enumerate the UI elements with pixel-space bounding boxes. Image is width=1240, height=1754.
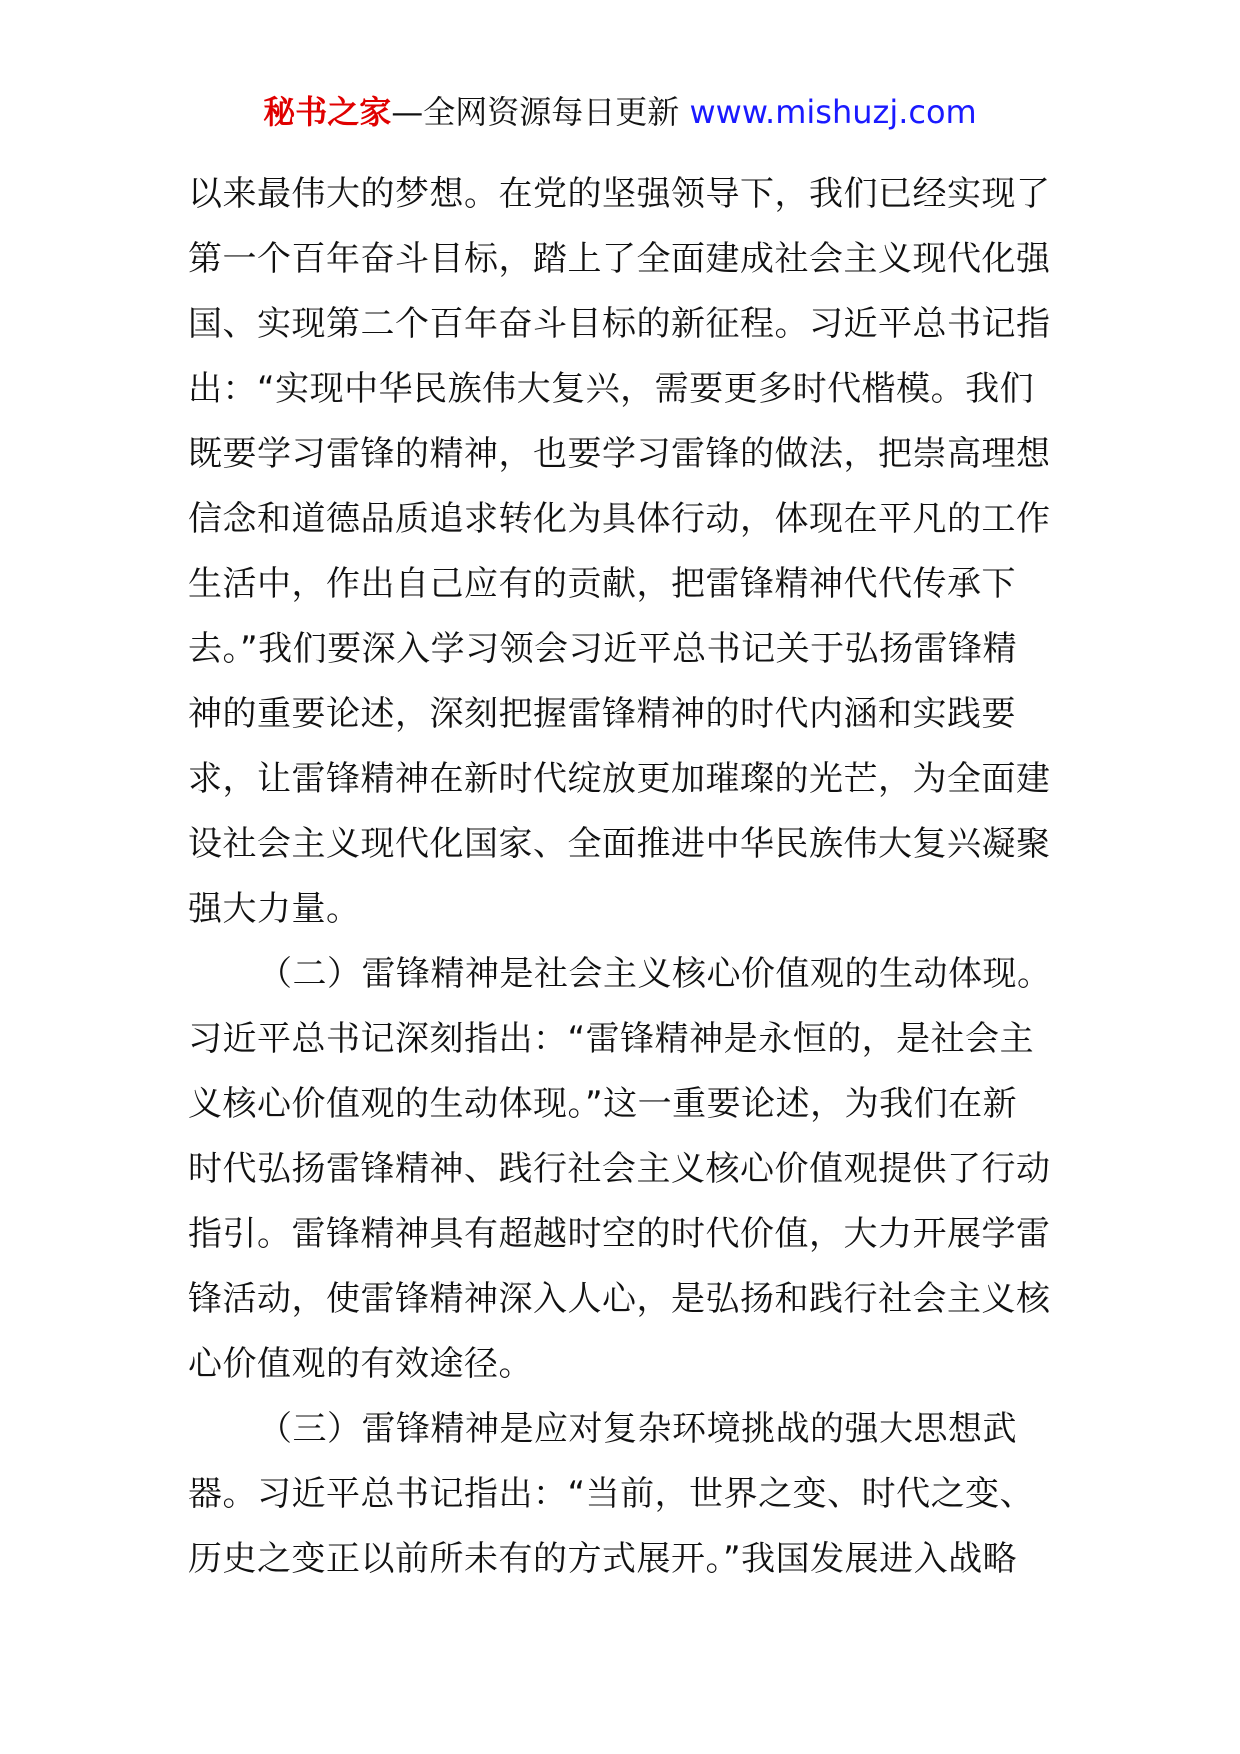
site-brand: 秘书之家 — [263, 93, 392, 131]
text-line: 心价值观的有效途径。 — [188, 1344, 533, 1384]
text-line: 以来最伟大的梦想。在党的坚强领导下，我们已经实现了 — [188, 174, 1051, 214]
site-url-link[interactable]: www.mishuzj.com — [679, 93, 977, 131]
text-line: 第一个百年奋斗目标，踏上了全面建成社会主义现代化强 — [188, 239, 1051, 279]
text-line: 指引。雷锋精神具有超越时空的时代价值，大力开展学雷 — [188, 1214, 1051, 1254]
section-heading-3: （三）雷锋精神是应对复杂环境挑战的强大思想武 — [258, 1409, 1017, 1449]
text-line: 生活中，作出自己应有的贡献，把雷锋精神代代传承下 — [188, 564, 1016, 604]
text-line: 求，让雷锋精神在新时代绽放更加璀璨的光芒，为全面建 — [188, 759, 1051, 799]
document-body — [188, 162, 1068, 1592]
section-heading-2: （二）雷锋精神是社会主义核心价值观的生动体现。 — [258, 954, 1052, 994]
text-line: 既要学习雷锋的精神，也要学习雷锋的做法，把崇高理想 — [188, 434, 1051, 474]
text-line: 历史之变正以前所未有的方式展开。”我国发展进入战略 — [188, 1539, 1018, 1579]
page-header — [0, 92, 1240, 132]
text-line: 神的重要论述，深刻把握雷锋精神的时代内涵和实践要 — [188, 694, 1016, 734]
text-line: 出：“实现中华民族伟大复兴，需要更多时代楷模。我们 — [188, 369, 1035, 409]
text-line: 信念和道德品质追求转化为具体行动，体现在平凡的工作 — [188, 499, 1051, 539]
text-line: 器。习近平总书记指出：“当前，世界之变、时代之变、 — [188, 1474, 1035, 1514]
text-line: 设社会主义现代化国家、全面推进中华民族伟大复兴凝聚 — [188, 824, 1051, 864]
text-line: 义核心价值观的生动体现。”这一重要论述，为我们在新 — [188, 1084, 1018, 1124]
text-line: 锋活动，使雷锋精神深入人心，是弘扬和践行社会主义核 — [188, 1279, 1051, 1319]
text-line: 习近平总书记深刻指出：“雷锋精神是永恒的，是社会主 — [188, 1019, 1035, 1059]
text-line: 时代弘扬雷锋精神、践行社会主义核心价值观提供了行动 — [188, 1149, 1051, 1189]
text-line: 去。”我们要深入学习领会习近平总书记关于弘扬雷锋精 — [188, 629, 1018, 669]
site-slogan: —全网资源每日更新 — [391, 93, 680, 131]
text-line: 强大力量。 — [188, 889, 361, 929]
text-line: 国、实现第二个百年奋斗目标的新征程。习近平总书记指 — [188, 304, 1051, 344]
